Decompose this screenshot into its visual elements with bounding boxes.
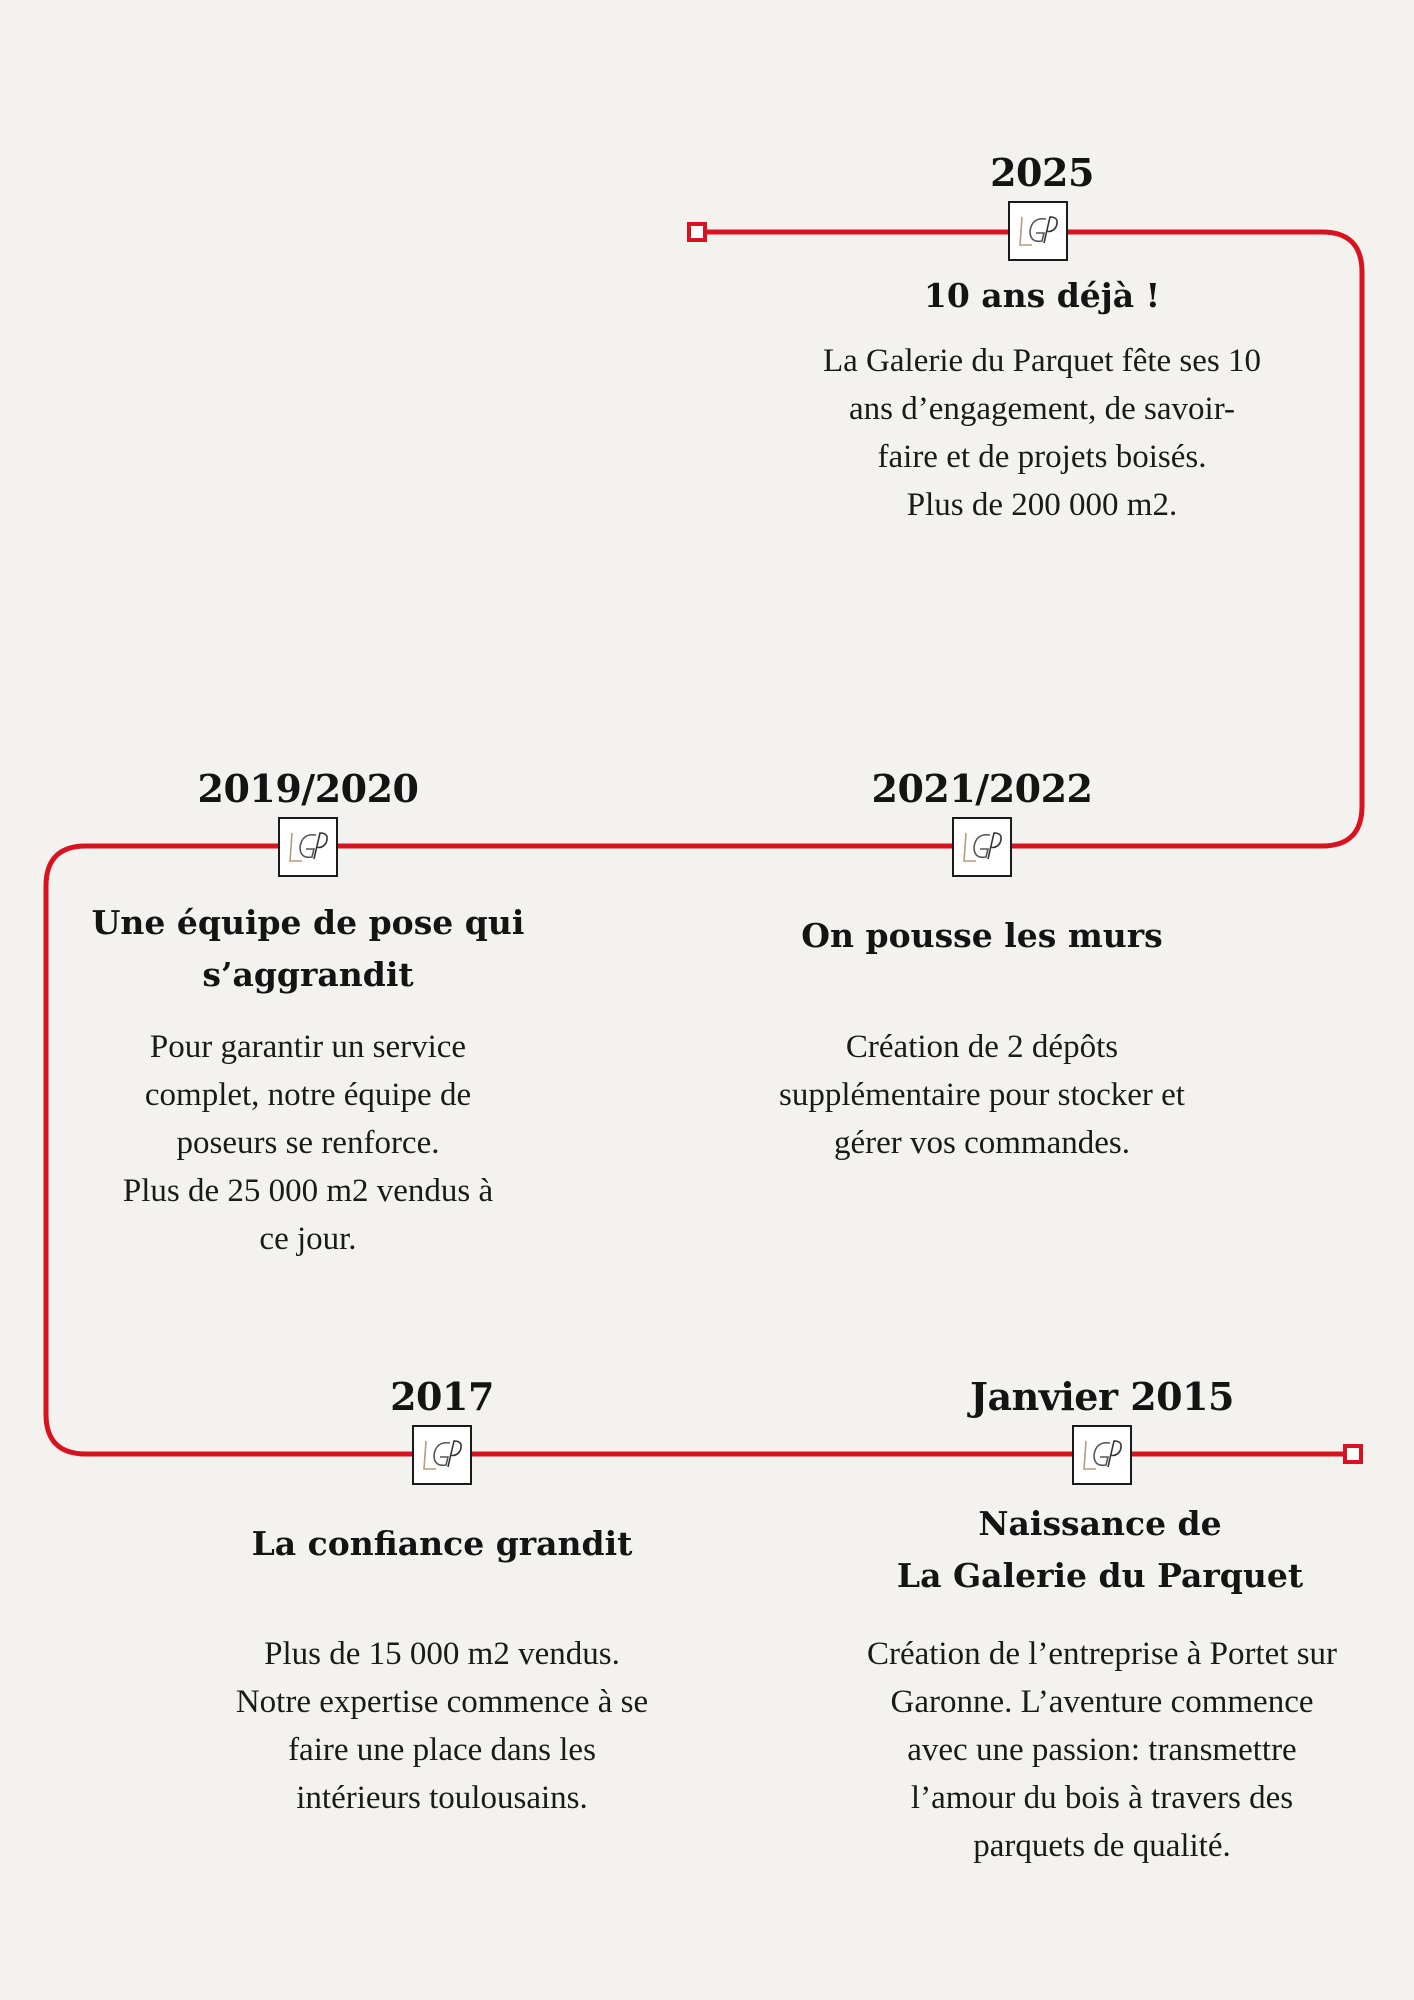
body-line: ce jour. (259, 1221, 357, 1257)
body-line: parquets de qualité. (973, 1828, 1231, 1864)
milestone-body-2019-2020 (123, 1023, 493, 1263)
heading-line: Une équipe de pose qui (91, 903, 525, 942)
milestone-year-2021-2022: 2021/2022 (871, 766, 1093, 811)
body-line: poseurs se renforce. (176, 1125, 440, 1161)
body-line: La Galerie du Parquet fête ses 10 (823, 343, 1261, 379)
lgp-logo-icon (1008, 201, 1068, 261)
milestone-heading-2019-2020 (92, 897, 525, 1001)
milestone-heading-2025 (924, 270, 1160, 322)
milestone-body-2015 (867, 1630, 1337, 1870)
heading-line: s’aggrandit (202, 955, 414, 994)
heading-line: La confiance grandit (251, 1524, 633, 1563)
heading-line: 10 ans déjà ! (923, 276, 1161, 315)
body-line: Plus de 15 000 m2 vendus. (264, 1636, 620, 1672)
lgp-logo-icon (278, 817, 338, 877)
body-line: Création de 2 dépôts (845, 1029, 1119, 1065)
milestone-heading-2017 (252, 1518, 633, 1570)
milestone-year-2015: Janvier 2015 (970, 1374, 1234, 1419)
heading-line: Naissance de (978, 1504, 1222, 1543)
body-line: complet, notre équipe de (144, 1077, 472, 1113)
milestone-body-2025 (823, 337, 1261, 529)
milestone-heading-2015 (897, 1498, 1303, 1602)
body-line: supplémentaire pour stocker et (779, 1077, 1185, 1113)
timeline-start-marker (1345, 1446, 1361, 1462)
heading-line: On pousse les murs (801, 916, 1163, 955)
body-line: Plus de 200 000 m2. (906, 487, 1178, 523)
body-line: Garonne. L’aventure commence (890, 1684, 1314, 1720)
lgp-logo-icon (952, 817, 1012, 877)
milestone-year-2017: 2017 (390, 1374, 494, 1419)
body-line: gérer vos commandes. (833, 1125, 1130, 1161)
milestone-heading-2021-2022 (801, 910, 1162, 962)
body-line: Plus de 25 000 m2 vendus à (122, 1173, 494, 1209)
body-line: l’amour du bois à travers des (910, 1780, 1294, 1816)
milestone-body-2021-2022 (779, 1023, 1185, 1167)
body-line: ans d’engagement, de savoir- (848, 391, 1236, 427)
body-line: Notre expertise commence à se (235, 1684, 649, 1720)
body-line: Création de l’entreprise à Portet sur (866, 1636, 1338, 1672)
milestone-year-2025: 2025 (990, 150, 1094, 195)
lgp-logo-icon (412, 1425, 472, 1485)
lgp-logo-icon (1072, 1425, 1132, 1485)
milestone-year-2019-2020: 2019/2020 (197, 766, 419, 811)
body-line: faire et de projets boisés. (877, 439, 1207, 475)
body-line: faire une place dans les (288, 1732, 596, 1768)
body-line: Pour garantir un service (149, 1029, 467, 1065)
milestone-body-2017 (236, 1630, 648, 1822)
body-line: intérieurs toulousains. (296, 1780, 588, 1816)
body-line: avec une passion: transmettre (907, 1732, 1297, 1768)
heading-line: La Galerie du Parquet (896, 1556, 1304, 1595)
timeline-end-marker (689, 224, 705, 240)
